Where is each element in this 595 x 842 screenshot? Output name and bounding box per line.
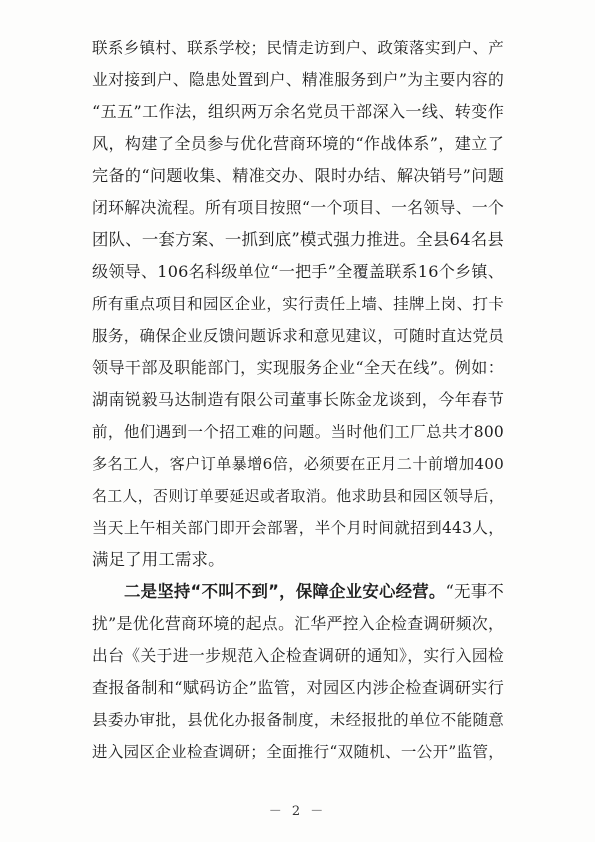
text-line: 进入园区企业检查调研；全面推行“双随机、一公开”监管， bbox=[92, 743, 504, 761]
text-line: 所有重点项目和园区企业，实行责任上墙、挂牌上岗、打卡 bbox=[92, 295, 504, 313]
text-line: 风，构建了全员参与优化营商环境的“作战体系”，建立了 bbox=[92, 134, 504, 153]
text-line: 完备的“问题收集、精准交办、限时办结、解决销号”问题 bbox=[92, 166, 504, 185]
text-line: 当天上午相关部门即开会部署，半个月时间就招到443人， bbox=[92, 519, 504, 537]
paragraph-2-first-line bbox=[124, 582, 504, 604]
text-line: 查报备制和“赋码访企”监管，对园区内涉企检查调研实行 bbox=[92, 678, 504, 697]
text-line: 联系乡镇村、联系学校；民情走访到户、政策落实到户、产 bbox=[92, 39, 504, 57]
text-line: 出台《关于进一步规范入企检查调研的通知》，实行入园检 bbox=[92, 646, 504, 665]
heading-continuation: “无事不 bbox=[445, 582, 504, 601]
text-line: 闭环解决流程。所有项目按照“一个项目、一名领导、一个 bbox=[92, 198, 504, 217]
text-line: 级领导、106名科级单位“一把手”全覆盖联系16个乡镇、 bbox=[92, 262, 504, 281]
section-heading: 二是坚持“不叫不到”，保障企业安心经营。 bbox=[124, 582, 446, 601]
text-line: 名工人，否则订单要延迟或者取消。他求助县和园区领导后， bbox=[92, 487, 504, 505]
text-line: 多名工人，客户订单暴增6倍，必须要在正月二十前增加400 bbox=[92, 455, 504, 473]
text-line: 扰”是优化营商环境的起点。汇华严控入企检查调研频次， bbox=[92, 614, 504, 633]
text-line: 前，他们遇到一个招工难的问题。当时他们工厂总共才800 bbox=[92, 423, 504, 441]
page-number: － 2 － bbox=[268, 804, 327, 819]
text-line: “五五”工作法，组织两万余名党员干部深入一线、转变作 bbox=[92, 102, 504, 121]
text-line: 领导干部及职能部门，实现服务企业“全天在线”。例如： bbox=[92, 358, 504, 377]
text-line: 湖南锐毅马达制造有限公司董事长陈金龙谈到，今年春节 bbox=[92, 390, 504, 409]
text-line: 满足了用工需求。 bbox=[92, 550, 225, 569]
text-line: 县委办审批，县优化办报备制度，未经报批的单位不能随意 bbox=[92, 711, 504, 729]
text-line: 团队、一套方案、一抓到底”模式强力推进。全县64名县 bbox=[92, 230, 504, 249]
text-line: 服务，确保企业反馈问题诉求和意见建议，可随时直达党员 bbox=[92, 327, 504, 345]
text-line: 业对接到户、隐患处置到户、精准服务到户”为主要内容的 bbox=[92, 70, 504, 89]
